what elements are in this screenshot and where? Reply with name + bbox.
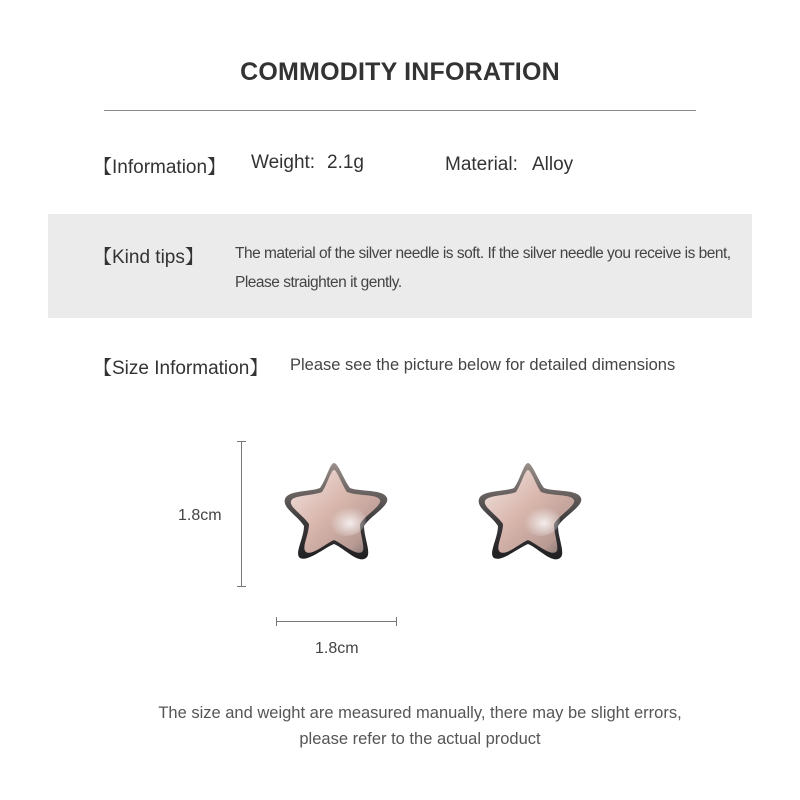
width-dimension-line [276,621,397,622]
width-dimension-cap-right [396,617,397,626]
width-dimension-cap-left [276,617,277,626]
height-dimension-line [241,441,242,587]
weight-value: 2.1g [327,152,364,173]
height-dimension-cap-top [237,441,246,442]
footer-note-line-1: The size and weight are measured manually, there may be slight errors, [158,704,682,722]
star-earring-right [474,458,586,566]
width-dimension-label: 1.8cm [315,640,359,657]
size-information-label: 【Size Information】 [93,358,269,379]
height-dimension-cap-bottom [237,586,246,587]
weight-label: Weight: [251,152,316,173]
information-label: 【Information】 [93,157,227,178]
footer-note-line-2: please refer to the actual product [299,730,541,748]
kind-tips-line-1: The material of the silver needle is soft. If the silver needle you receive is bent, [235,245,731,262]
kind-tips-line-2: Please straighten it gently. [235,274,402,291]
title-divider [104,110,696,111]
kind-tips-label: 【Kind tips】 [93,247,204,268]
height-dimension-label: 1.8cm [178,507,222,524]
size-information-description: Please see the picture below for detailed dimensions [290,356,676,374]
material-value: Alloy [532,154,574,175]
page-title: COMMODITY INFORATION [240,58,560,86]
star-earring-left [280,458,392,566]
material-label: Material: [445,154,518,175]
